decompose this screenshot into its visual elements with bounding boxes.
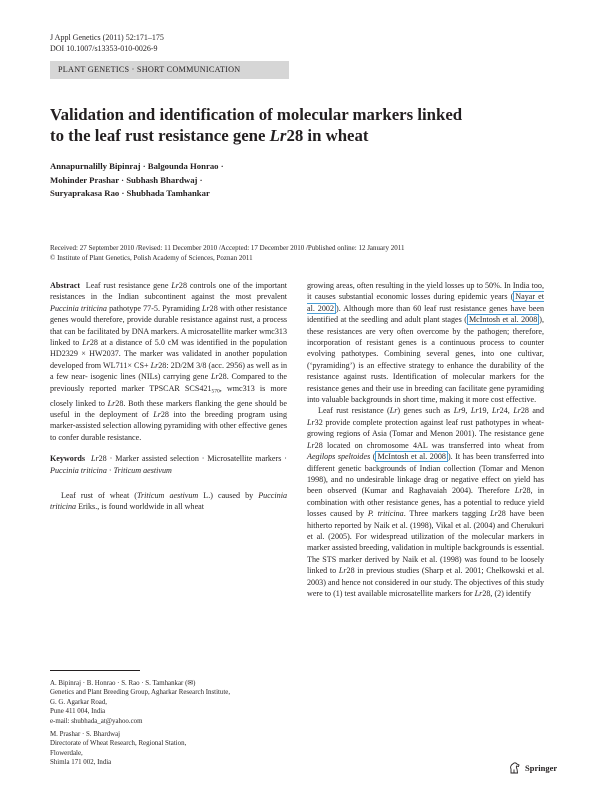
gene-name: Lr [490, 509, 498, 519]
title-gene: Lr [269, 126, 287, 145]
body-paragraph [307, 280, 544, 405]
gene-name: Lr [514, 486, 523, 496]
body-text: ). Although more than 60 leaf rust resistance genes have been identified at the seedling and adult plant stages ( [307, 303, 545, 325]
intro-paragraph [50, 490, 287, 513]
body-text: 9, [461, 406, 471, 416]
author-separator: · [121, 188, 125, 198]
abstract-text: 28. Compared to the previously reported marker TPSCAR SCS421 [50, 372, 287, 393]
author-name[interactable]: Suryaprakasa Rao [50, 188, 120, 198]
body-text: 28, (2) identify [482, 588, 532, 598]
citation-year[interactable]: 2004 [452, 486, 469, 496]
species-name: Aegilops speltoides [307, 452, 371, 462]
publisher-logo [508, 762, 557, 774]
springer-horse-logo-icon [508, 762, 522, 774]
gene-name: Lr [453, 406, 462, 416]
keywords [50, 453, 287, 476]
footnote-line: Flowerdale, [50, 749, 83, 757]
left-column [50, 280, 287, 513]
keywords-text: · [106, 465, 114, 475]
gene-name: Lr [82, 338, 90, 348]
affiliation-footnote [50, 730, 287, 768]
body-text: 28 have been hitherto reported by Naik et al. ( [307, 509, 544, 530]
citation-link[interactable]: McIntosh et al. 2008 [468, 315, 538, 325]
author-name[interactable]: Balgounda Honrao [147, 161, 219, 171]
citation-year[interactable]: 1998 [412, 520, 429, 530]
footnote-line: A. Bipinraj · B. Honrao · S. Rao · S. Tamhankar (✉) [50, 680, 196, 687]
body-text: ; Chełkowski et al. [481, 566, 544, 576]
doi[interactable]: DOI 10.1007/s13353-010-0026-9 [50, 43, 158, 53]
body-text: ) and hence not considered in our study. The objectives of this study were to (1) test available microsatellite markers for [307, 577, 544, 598]
author-separator: · [199, 174, 203, 185]
gene-name: Lr [492, 406, 500, 416]
author-list [50, 160, 470, 201]
citation-year[interactable]: 2005 [330, 531, 348, 541]
species-name: P. triticina [367, 509, 404, 519]
abstract-text: pathotype 77-5. Pyramiding [106, 303, 202, 313]
title-line-2a: to the leaf rust resistance gene [50, 126, 270, 145]
body-text: 32 provide complete protection against leaf rust pathotypes in wheat-growing regions of Asia (Tomar and Menon [307, 417, 544, 439]
body-text: ). It has been transferred into different genetic backgrounds of Indian collection (Tomar and Menon [307, 452, 545, 473]
body-text: ). The resistance gene [471, 429, 545, 439]
body-text: ) and Cherukuri et al. ( [307, 520, 544, 541]
citation-year[interactable]: 1998 [307, 474, 324, 484]
gene-name: Lr [107, 398, 116, 408]
abstract [50, 280, 287, 443]
history-dates: Received: 27 September 2010 /Revised: 11 December 2010 /Accepted: 17 December 2010 /Published online: 12 January 2011 [50, 244, 405, 252]
author-separator: · [142, 161, 146, 171]
footnote-line: M. Prashar · S. Bhardwaj [50, 731, 121, 738]
gene-name: Lr [201, 303, 210, 313]
gene-name: Lr [210, 372, 219, 382]
citation-link[interactable]: Nayar et al. 2002 [307, 292, 544, 313]
copyright-line: © Institute of Plant Genetics, Polish Academy of Sciences, Poznan 2011 [50, 253, 253, 262]
citation-year[interactable]: 2001 [465, 566, 482, 576]
body-text: ), and no undesirable linkage drag or negative effect on yield has been observed (Kumar and Raghavaiah [307, 474, 544, 496]
body-text: ) genes such as [397, 406, 454, 416]
body-text: 28, in combination with other resistance genes, has a potential to reduce yield losses caused by [307, 486, 544, 519]
body-text: 28 in previous studies (Sharp et al. [346, 566, 466, 576]
abstract-text: 28. Both these markers flanking the gene should be useful in the deployment of [50, 398, 287, 419]
body-text: Leaf rust resistance ( [318, 406, 390, 416]
gene-name: Lr [470, 406, 479, 416]
right-column [307, 280, 544, 599]
species-name: Puccinia triticina [50, 491, 287, 512]
body-text: ), these resistances are very often overcome by the pathogen; therefore, incorporation of resistant genes is a continuous process to counter evolving pathotypes. Combining several genes, into one cultivar, (‘pyramiding’) is an effective strategy to enhance the durability of the resistance against rusts. Identification of molecular markers for the resistance genes and their use in breeding can facilitate gene pyramiding into valuable backgrounds in short time, making it more cost effective. [307, 315, 544, 405]
body-text: ), Vikal et al. ( [428, 520, 477, 530]
affiliation-footnote [50, 679, 287, 726]
gene-name: Lr [474, 588, 483, 598]
gene-name: Lr [307, 417, 315, 427]
abstract-text: 28 with other resistance genes would therefore, provide durable resistance against rust, a process that can be facilitated by DNA markers. A microsatellite marker wmc313 linked to [50, 303, 288, 348]
abstract-text: , wmc313 is more closely linked to [50, 383, 287, 408]
footnote-line: Directorate of Wheat Research, Regional Station, [50, 740, 187, 748]
title-line-2b: 28 in wheat [286, 126, 369, 145]
gene-name: Lr [90, 454, 99, 464]
title-line-1: Validation and identification of molecular markers linked [50, 105, 463, 124]
gene-name: Lr [307, 440, 315, 450]
author-name[interactable]: Shubhada Tamhankar [126, 188, 210, 198]
gene-name: Lr [513, 406, 521, 416]
body-text: L.) caused by [198, 491, 259, 500]
article-history [50, 244, 560, 264]
abstract-text: Leaf rust resistance gene [85, 281, 172, 290]
keywords-text: 28 · Marker assisted selection · Microsatellite markers · [98, 454, 287, 464]
abstract-text: 28 into the breeding program using marker-assisted selection allowing pyramiding with other effective genes to confer durable resistance. [50, 409, 287, 442]
body-paragraph [307, 405, 544, 599]
body-text: 28 located on chromosome 4AL was transferred into wheat from [314, 440, 544, 450]
section-banner: PLANT GENETICS · SHORT COMMUNICATION [50, 61, 289, 79]
body-text: ). For widespread utilization of the molecular markers in marker assisted breeding, validation in multiple backgrounds is essential. The STS marker derived by Naik et al. ( [307, 531, 544, 564]
author-name[interactable]: Subhash Bhardwaj [126, 174, 198, 185]
abstract-text: 28 at a distance of 5.0 cM was identified in the population HD2329 × HW2037. The marker was validated in another population developed from WL711× CS+ [50, 338, 288, 370]
author-separator: · [220, 161, 224, 171]
species-name: Triticum aestivum [136, 491, 199, 500]
journal-header [50, 33, 164, 54]
body-text: 24, [499, 406, 514, 416]
abstract-heading: Abstract [50, 281, 81, 290]
body-text: growing areas, often resulting in the yield losses up to 50%. In India too, it causes substantial economic losses during epidemic years ( [307, 281, 544, 302]
body-text: Leaf rust of wheat ( [61, 491, 137, 500]
subscript: 570 [211, 388, 220, 395]
abstract-text: 28 controls one of the important resistances in the Indian subcontinent against the most prevalent [50, 281, 287, 302]
body-text: . Three markers tagging [403, 509, 491, 519]
body-text: ). Therefore [468, 486, 515, 496]
author-name[interactable]: Annapurnalilly Bipinraj [50, 161, 141, 171]
gene-name: Lr [389, 406, 398, 416]
footnote-line: Shimla 171 002, India [50, 759, 112, 767]
body-text: Eriks., is found worldwide in all wheat [76, 502, 204, 512]
gene-name: Lr [338, 566, 347, 576]
author-name[interactable]: Mohinder Prashar [50, 174, 119, 185]
citation-year[interactable]: 2001 [455, 429, 472, 439]
publisher-name: Springer [525, 763, 558, 773]
keyword-species: Puccinia triticina [50, 465, 107, 475]
footnote-divider [50, 670, 140, 671]
gene-name: Lr [153, 409, 161, 419]
body-text: 19, [478, 406, 493, 416]
body-text: ) was found to be loosely linked to [307, 554, 544, 576]
gene-name: Lr [150, 360, 159, 370]
citation-link[interactable]: McIntosh et al. 2008 [377, 452, 446, 462]
body-text: 28 and [520, 406, 545, 416]
footnote-line: Genetics and Plant Breeding Group, Agharkar Research Institute, [50, 689, 231, 697]
gene-name: Lr [171, 281, 179, 290]
keyword-species: Triticum aestivum [113, 465, 172, 475]
citation-year[interactable]: 1998 [442, 554, 459, 564]
email-link[interactable]: e-mail: shubhada_at@yahoo.com [50, 717, 143, 725]
article-title [50, 104, 550, 146]
journal-citation: J Appl Genetics (2011) 52:171–175 [50, 33, 164, 42]
footnote-line: Pune 411 004, India [50, 708, 106, 716]
keywords-heading: Keywords [50, 454, 86, 464]
species-name: Puccinia triticina [50, 303, 107, 313]
abstract-text: 28: 2D/2M 3/8 (acc. 2956) as well as in a few near- isogenic lines (NILs) carrying gene [50, 360, 287, 382]
author-separator: · [121, 174, 125, 185]
body-text: ( [370, 452, 376, 462]
footnote-line: G. G. Agarkar Road, [50, 698, 108, 706]
citation-year[interactable]: 2004 [476, 520, 493, 530]
citation-year[interactable]: 2003 [307, 577, 324, 587]
